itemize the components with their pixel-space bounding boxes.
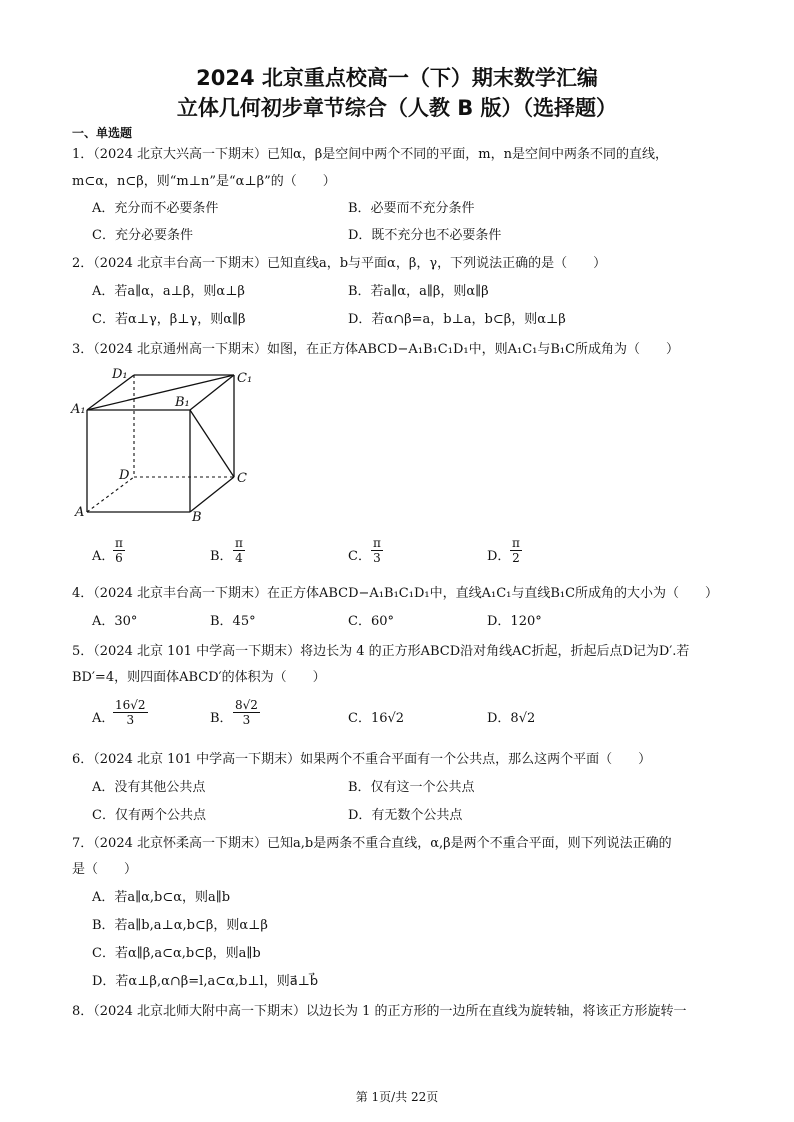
q5-option-c: C．16√2 — [348, 711, 405, 726]
q5-option-b-numerator: 8√2 — [235, 698, 258, 712]
q3-option-c-letter: C． — [348, 549, 371, 564]
q6-stem: 6．（2024 北京 101 中学高一下期末）如果两个不重合平面有一个公共点，那么这两个平面（ ） — [72, 752, 652, 767]
q7-option-a: A．若a∥α,b⊂α，则a∥b — [92, 890, 231, 905]
q7-option-c: C．若α∥β,a⊂α,b⊂β，则a∥b — [92, 946, 261, 961]
q1-stem-line1: 1．（2024 北京大兴高一下期末）已知α，β是空间中两个不同的平面，m，n是空间中两条不同的直线， — [72, 147, 668, 162]
q3-option-d-denominator: 2 — [512, 551, 520, 565]
q3-option-b-fraction — [233, 536, 245, 565]
q5-option-b-fraction — [233, 698, 260, 727]
q1-option-b: B．必要而不充分条件 — [348, 201, 475, 216]
page-footer: 第 1页/共 22页 — [355, 1090, 439, 1104]
q5-option-d: D．8√2 — [487, 711, 536, 726]
q2-option-a: A．若a∥α，a⊥β，则α⊥β — [92, 284, 245, 299]
q7-stem-line2: 是（ ） — [72, 862, 138, 877]
q3-option-a-numerator: π — [115, 536, 123, 550]
q5-option-b-denominator: 3 — [242, 713, 251, 727]
q4-option-a: A．30° — [92, 614, 138, 629]
label-a: A — [75, 505, 85, 520]
q3-option-c-denominator: 3 — [373, 551, 381, 565]
q5-option-a-letter: A． — [92, 711, 115, 726]
label-a1: A₁ — [71, 402, 86, 417]
q2-stem: 2．（2024 北京丰台高一下期末）已知直线a，b与平面α，β，γ，下列说法正确的是（ ） — [72, 256, 607, 271]
q7-option-b: B．若a∥b,a⊥α,b⊂β，则α⊥β — [92, 918, 268, 933]
q8-stem: 8．（2024 北京北师大附中高一下期末）以边长为 1 的正方形的一边所在直线为旋转轴，将该正方形旋转一 — [72, 1004, 687, 1019]
label-d: D — [119, 468, 130, 483]
q5-stem-line1: 5．（2024 北京 101 中学高一下期末）将边长为 4 的正方形ABCD沿对角线AC折起，折起后点D记为D′.若 — [72, 644, 690, 659]
document-title-line2: 立体几何初步章节综合（人教 B 版）（选择题） — [176, 96, 618, 120]
q3-option-d-fraction — [510, 536, 522, 565]
label-d1: D₁ — [112, 367, 128, 382]
q5-option-a-numerator: 16√2 — [115, 698, 146, 712]
q2-option-b: B．若a∥α，a∥β，则α∥β — [348, 284, 489, 299]
q4-option-c: C．60° — [348, 614, 394, 629]
q6-option-b: B．仅有这一个公共点 — [348, 780, 475, 795]
q6-option-d: D．有无数个公共点 — [348, 808, 463, 823]
q4-option-b: B．45° — [210, 614, 256, 629]
q3-option-b-denominator: 4 — [235, 551, 243, 565]
q3-option-a-fraction — [113, 536, 125, 565]
q3-option-b-letter: B． — [210, 549, 233, 564]
q4-stem: 4．（2024 北京丰台高一下期末）在正方体ABCD−A₁B₁C₁D₁中，直线A₁C₁与直线B₁C所成角的大小为（ ） — [72, 586, 719, 601]
q3-option-c-numerator: π — [373, 536, 381, 550]
q3-option-d-letter: D． — [487, 549, 511, 564]
q5-option-a-denominator: 3 — [126, 713, 135, 727]
q1-option-a: A．充分而不必要条件 — [92, 201, 219, 216]
q7-stem-line1: 7．（2024 北京怀柔高一下期末）已知a,b是两条不重合直线，α,β是两个不重合平面，则下列说法正确的 — [72, 836, 672, 851]
q7-option-d: D．若α⊥β,α∩β=l,a⊂α,b⊥l，则a⃗⊥b⃗ — [92, 974, 319, 989]
q5-stem-line2: BD′=4，则四面体ABCD′的体积为（ ） — [72, 670, 326, 685]
q6-option-c: C．仅有两个公共点 — [92, 808, 206, 823]
q1-stem-line2: m⊂α，n⊂β，则“m⊥n”是“α⊥β”的（ ） — [72, 174, 336, 189]
q2-option-d: D．若α∩β=a，b⊥a，b⊂β，则α⊥β — [348, 312, 566, 327]
q3-option-a-denominator: 6 — [115, 551, 123, 565]
q6-option-a: A．没有其他公共点 — [92, 780, 206, 795]
label-b: B — [192, 510, 202, 525]
label-b1: B₁ — [175, 395, 190, 410]
q3-stem: 3．（2024 北京通州高一下期末）如图，在正方体ABCD−A₁B₁C₁D₁中，则A₁C₁与B₁C所成角为（ ） — [72, 342, 680, 357]
q2-option-c: C．若α⊥γ，β⊥γ，则α∥β — [92, 312, 246, 327]
q3-option-a-letter: A． — [92, 549, 115, 564]
cube-figure — [70, 362, 260, 527]
label-c1: C₁ — [237, 371, 253, 386]
q5-option-a-fraction — [113, 698, 148, 727]
label-c: C — [237, 471, 247, 486]
section-heading: 一、单选题 — [72, 126, 133, 140]
q5-option-b-letter: B． — [210, 711, 233, 726]
q3-option-b-numerator: π — [235, 536, 243, 550]
q1-option-c: C．充分必要条件 — [92, 228, 193, 243]
q1-option-d: D．既不充分也不必要条件 — [348, 228, 502, 243]
q4-option-d: D．120° — [487, 614, 542, 629]
q3-option-c-fraction — [371, 536, 383, 565]
q3-option-d-numerator: π — [512, 536, 520, 550]
document-title-line1: 2024 北京重点校高一（下）期末数学汇编 — [196, 66, 598, 90]
